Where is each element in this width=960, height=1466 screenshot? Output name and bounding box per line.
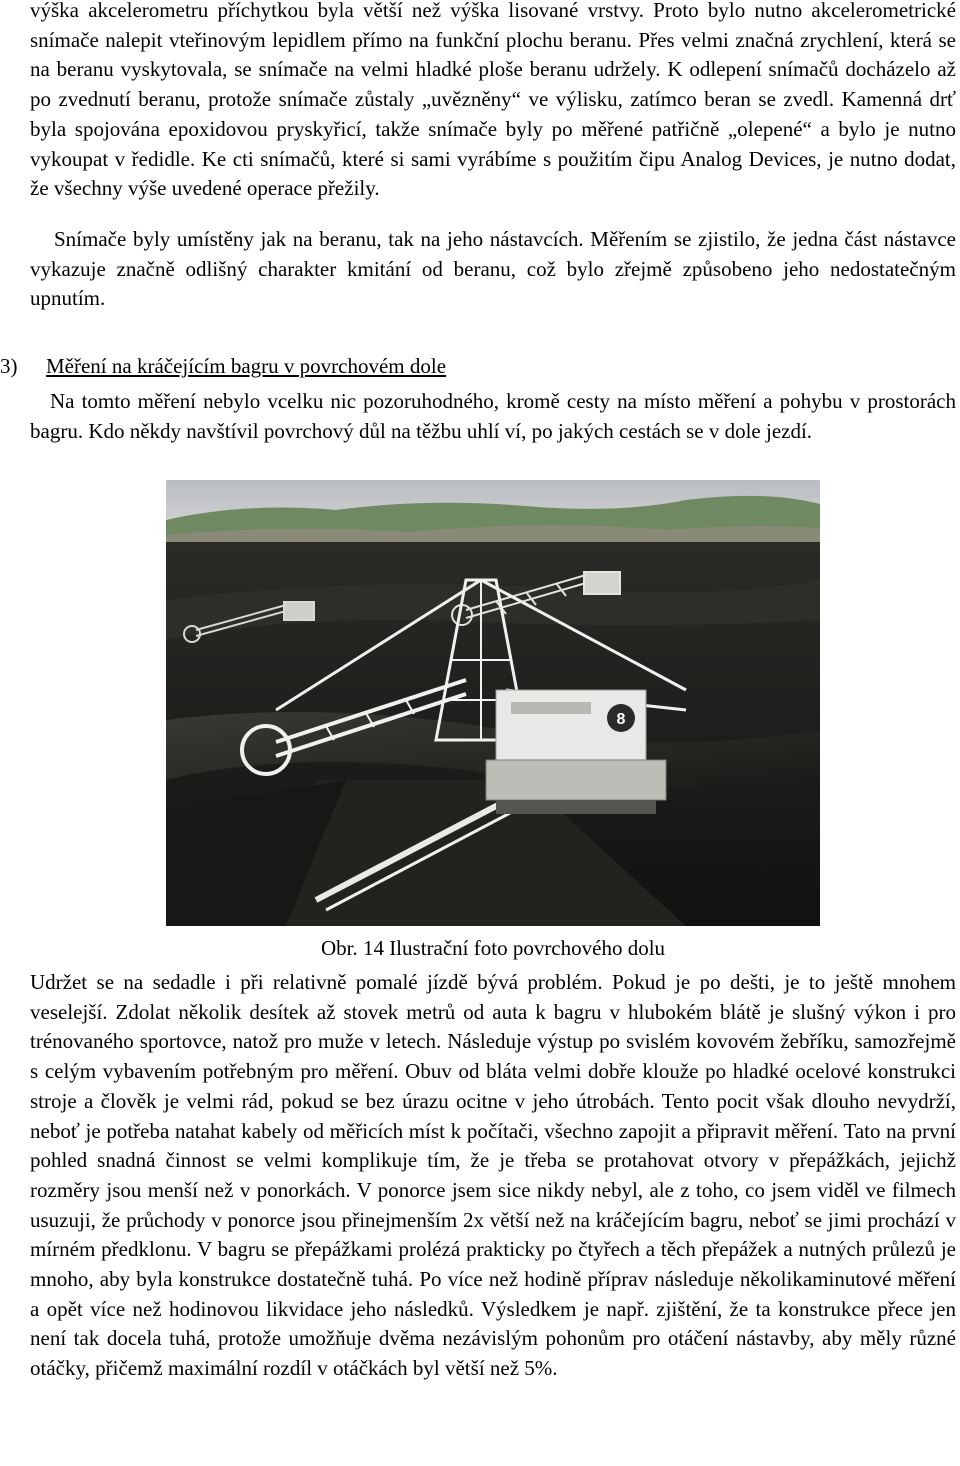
- section-title: Měření na kráčejícím bagru v povrchovém dole: [46, 354, 447, 378]
- mine-photo: [166, 480, 820, 926]
- paragraph-sensor-gluing: výška akcelerometru příchytkou byla větší než výška lisované vrstvy. Proto bylo nutno akcelerometrické snímače nalepit vteřinovým lepidlem přímo na funkční plochu beranu. Přes velmi značná zrychlení, která se na beranu vyskytovala, se snímače na velmi hladké ploše beranu udržely. K odlepení snímačů docházelo až po zvednutí beranu, protože snímače zůstaly „uvězněny“ ve výlisku, zatímco beran se zvedl. Kamenná drť byla spojována epoxidovou pryskyřicí, takže snímače byly po měřené patřičně „olepené“ a bylo je nutno vykoupat v ředidle. Ke cti snímačů, které si sami vyrábíme s použitím čipu Analog Devices, je nutno dodat, že všechny výše uvedené operace přežily.: [30, 0, 956, 201]
- paragraph-sensor-placement: Snímače byly umístěny jak na beranu, tak na jeho nástavcích. Měřením se zjistilo, že jedna část nástavce vykazuje značně odlišný charakter kmitání od beranu, což bylo zřejmě způsobeno jeho nedostatečným upnutím.: [30, 227, 956, 311]
- figure-caption: Obr. 14 Ilustrační foto povrchového dolu: [320, 936, 666, 960]
- crawler-base: [486, 760, 666, 800]
- machine-number: 8: [616, 711, 626, 728]
- section-heading: [0, 352, 960, 381]
- section-number: 3): [0, 354, 18, 378]
- paragraph-mine-intro: Na tomto měření nebylo vcelku nic pozoruhodného, kromě cesty na místo měření a pohybu v prostorách bagru. Kdo někdy navštívil povrchový důl na těžbu uhlí ví, po jakých cestách se v dole jezdí.: [30, 389, 956, 443]
- paragraph-excavator-experience: Udržet se na sedadle i při relativně pomalé jízdě bývá problém. Pokud je po dešti, je to ještě mnohem veselejší. Zdolat několik desítek až stovek metrů od auta k bagru v hlubokém blátě je slušný výkon i pro trénovaného sportovce, natož pro muže v letech. Následuje výstup po svislém kovovém žebříku, samozřejmě s celým vybavením potřebným pro měření. Obuv od bláta velmi dobře klouže po hladké ocelové konstrukci stroje a člověk je velmi rád, pokud se bez úrazu ocitne v jeho útrobách. Tento pocit však dlouho nevydrží, neboť je potřeba natahat kabely od měřicích míst k počítači, všechno zapojit a připravit měření. Tato na první pohled snadná činnost se velmi komplikuje tím, že je třeba se protahovat otvory v přepážkách, jejichž rozměry jsou menší než v ponorkách. V ponorce jsem sice nikdy nebyl, ale z toho, co jsem viděl ve filmech usuzuji, že průchody v ponorce jsou přinejmenším 2x větší než na kráčejícím bagru, neboť se jimi prochází v mírném předklonu. V bagru se přepážkami prolézá prakticky po čtyřech a těch přepážek a nutných průlezů je mnoho, aby byla konstrukce dostatečně tuhá. Po více než hodině příprav následuje několikaminutové měření a opět více než hodinovou likvidace jeho následků. Výsledkem je např. zjištění, že ta konstrukce přece jen není tak docela tuhá, protože umožňuje dvěma nezávislým pohonům pro otáčení nástavby, aby měly různé otáčky, přičemž maximální rozdíl v otáčkách byl větší než 5%.: [30, 970, 956, 1381]
